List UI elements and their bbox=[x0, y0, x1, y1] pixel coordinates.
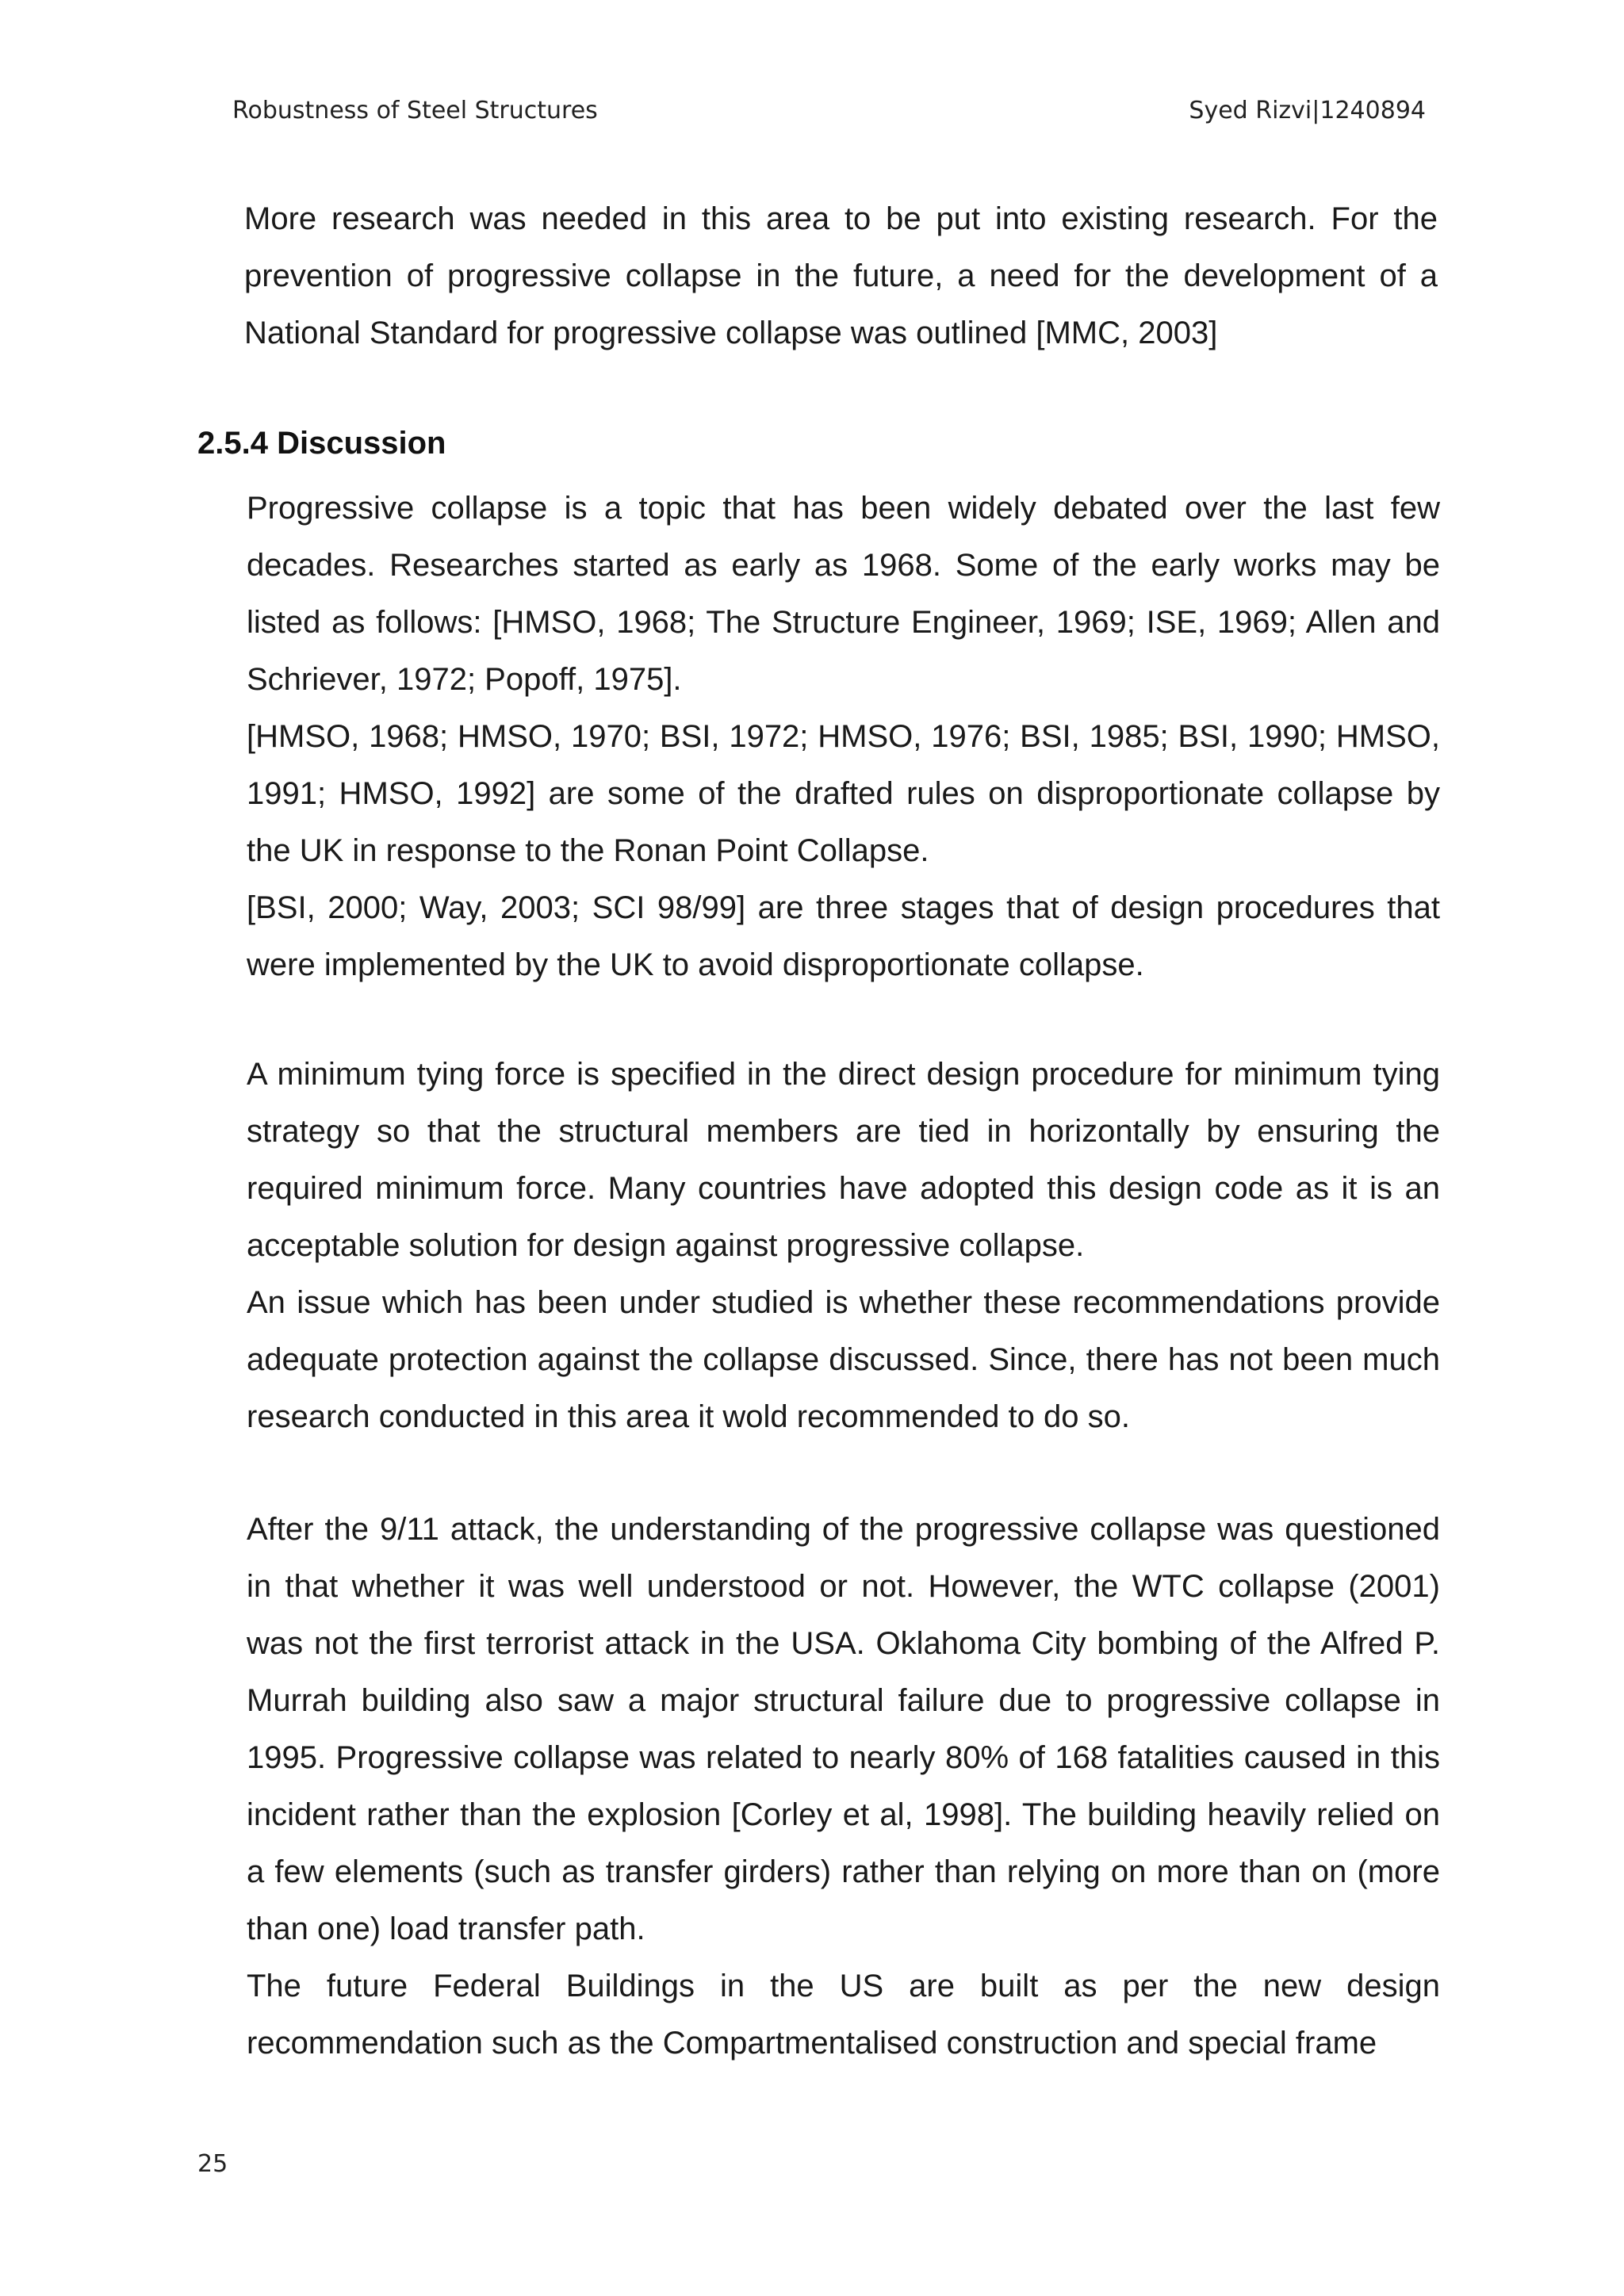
paragraph: A minimum tying force is specified in the direct design procedure for minimum tying strategy so that the structural members are tied in horizontally by ensuring the required minimum force. Many countries have adopted this design code as it is an acceptable solution for design against progressive collapse. bbox=[247, 1057, 1440, 1263]
paragraph: The future Federal Buildings in the US are built as per the new design recommendation such as the Compartmentalised construction and special frame bbox=[247, 1969, 1440, 2061]
paragraph: [BSI, 2000; Way, 2003; SCI 98/99] are three stages that of design procedures that were implemented by the UK to avoid disproportionate collapse. bbox=[247, 890, 1440, 982]
section-heading: 2.5.4 Discussion bbox=[197, 426, 446, 461]
paragraph: After the 9/11 attack, the understanding of the progressive collapse was questioned in that whether it was well understood or not. However, the WTC collapse (2001) was not the first terrorist attack in the USA. Oklahoma City bombing of the Alfred P. Murrah building also saw a major structural failure due to progressive collapse in 1995. Progressive collapse was related to nearly 80% of 168 fatalities caused in this incident rather than the explosion [Corley et al, 1998]. The building heavily relied on a few elements (such as transfer girders) rather than relying on more than on (more than one) load transfer path. bbox=[247, 1512, 1440, 1946]
paragraph: An issue which has been under studied is whether these recommendations provide adequate protection against the collapse discussed. Since, there has not been much research conducted in this area it wold recommended to do so. bbox=[247, 1285, 1440, 1434]
discussion-block-c bbox=[247, 1501, 1440, 2072]
discussion-block-b bbox=[247, 1046, 1440, 1445]
paragraph: Progressive collapse is a topic that has been widely debated over the last few decades. Researches started as early as 1968. Some of the early works may be listed as follows: [HMSO, 1968; The Structure Engineer, 1969; ISE, 1969; Allen and Schriever, 1972; Popoff, 1975]. bbox=[247, 491, 1440, 697]
running-header-author: Syed Rizvi|1240894 bbox=[1189, 97, 1426, 124]
running-header-title: Robustness of Steel Structures bbox=[232, 97, 598, 124]
discussion-block-a bbox=[247, 480, 1440, 993]
paragraph: [HMSO, 1968; HMSO, 1970; BSI, 1972; HMSO, 1976; BSI, 1985; BSI, 1990; HMSO, 1991; HMSO, 1992] are some of the drafted rules on disproportionate collapse by the UK in response to the Ronan Point Collapse. bbox=[247, 719, 1440, 868]
intro-paragraph: More research was needed in this area to be put into existing research. For the prevention of progressive collapse in the future, a need for the development of a National Standard for progressive collapse was outlined [MMC, 2003] bbox=[244, 201, 1438, 350]
intro-paragraph-block bbox=[244, 190, 1438, 362]
page-number: 25 bbox=[197, 2150, 228, 2178]
